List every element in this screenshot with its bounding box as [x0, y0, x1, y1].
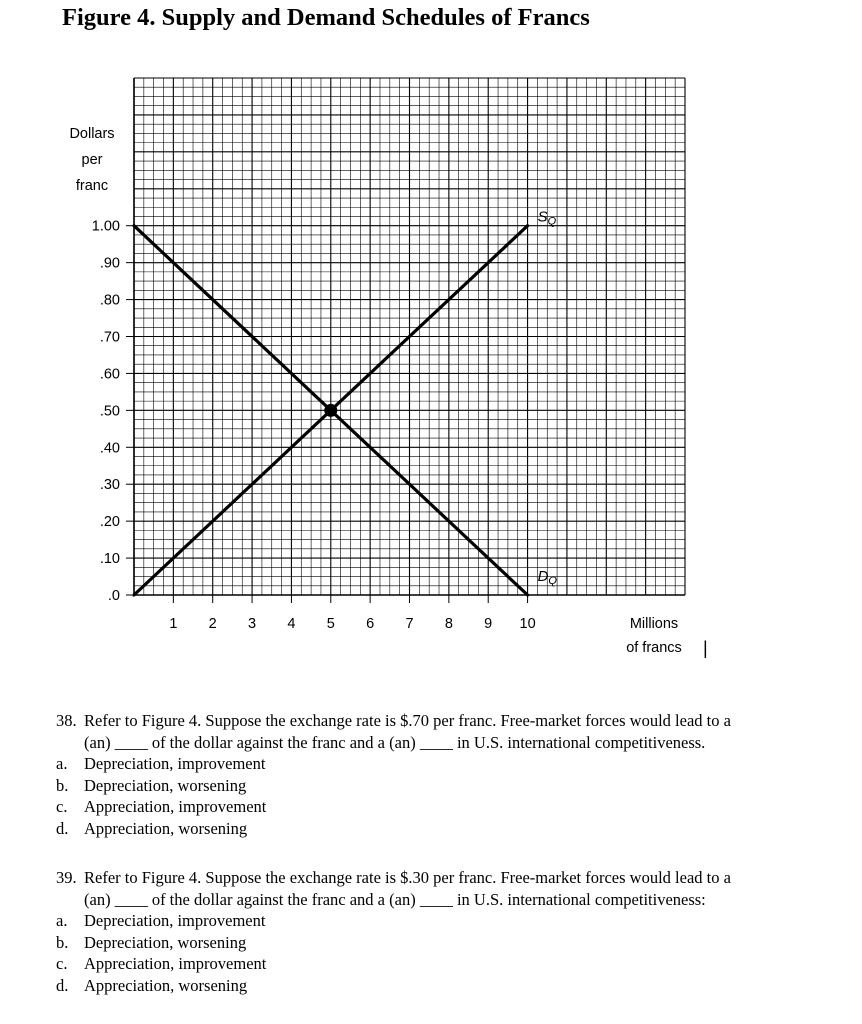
option-text: Appreciation, worsening — [84, 975, 248, 995]
option-text: Depreciation, improvement — [84, 754, 266, 773]
y-tick-label: .20 — [99, 514, 120, 531]
question-number: 39. — [56, 868, 77, 887]
y-tick-label: .90 — [99, 255, 120, 272]
y-tick-label: .80 — [99, 292, 120, 309]
option-text: Appreciation, improvement — [84, 797, 267, 816]
series-label-dq: $D_Q$ — [537, 568, 557, 587]
figure-title: Figure 4. Supply and Demand Schedules of Francs — [62, 4, 590, 31]
option-text: Depreciation, worsening — [84, 932, 247, 952]
x-tick-label: 8 — [444, 616, 453, 632]
question-text-line1: Refer to Figure 4. Suppose the exchange rate is $.70 per franc. Free-market forces would lead to a — [84, 711, 731, 730]
option-letter: b. — [56, 932, 69, 952]
option-b[interactable] — [56, 932, 856, 954]
cursor-mark: | — [703, 638, 708, 658]
option-text: Appreciation, worsening — [84, 818, 248, 838]
x-axis-label: Millions — [629, 616, 679, 632]
x-tick-label: 2 — [208, 616, 217, 632]
series-label-sq: $S_Q$ — [537, 208, 557, 228]
x-tick-label: 9 — [484, 616, 493, 632]
y-tick-label: .50 — [99, 403, 120, 420]
x-tick-label: 3 — [248, 616, 257, 632]
y-axis-label: per — [81, 152, 103, 168]
x-tick-label: 4 — [287, 616, 296, 632]
x-tick-label: 1 — [169, 616, 178, 632]
y-tick-label: .30 — [99, 477, 120, 494]
equilibrium-point — [324, 404, 337, 417]
x-tick-label: 10 — [519, 616, 536, 632]
question-text-line2: (an) ____ of the dollar against the franc and a (an) ____ in U.S. international competitiveness: — [84, 889, 706, 909]
option-letter: a. — [56, 754, 68, 773]
y-tick-label: .10 — [99, 551, 120, 568]
question-38 — [56, 710, 856, 839]
option-letter: c. — [56, 797, 68, 816]
y-axis-label: Dollars — [69, 126, 115, 142]
option-c[interactable] — [56, 953, 856, 975]
option-text: Appreciation, improvement — [84, 954, 267, 973]
y-axis-label: franc — [75, 178, 109, 194]
option-text: Depreciation, improvement — [84, 911, 266, 930]
option-d[interactable] — [56, 975, 856, 997]
option-a[interactable] — [56, 910, 856, 932]
y-tick-label: .70 — [99, 329, 120, 346]
option-letter: a. — [56, 911, 68, 930]
question-number: 38. — [56, 711, 77, 730]
y-tick-label: 1.00 — [91, 218, 120, 235]
x-tick-label: 7 — [405, 616, 414, 632]
x-tick-label: 5 — [326, 616, 335, 632]
option-c[interactable] — [56, 796, 856, 818]
y-tick-label: .0 — [107, 588, 120, 604]
option-letter: d. — [56, 975, 69, 995]
question-39 — [56, 867, 856, 996]
x-tick-label: 6 — [366, 616, 375, 632]
x-axis-label: of francs — [626, 640, 682, 656]
option-text: Depreciation, worsening — [84, 775, 247, 795]
option-b[interactable] — [56, 775, 856, 797]
option-letter: c. — [56, 954, 68, 973]
option-a[interactable] — [56, 753, 856, 775]
question-text-line2: (an) ____ of the dollar against the franc and a (an) ____ in U.S. international competitiveness. — [84, 732, 706, 752]
option-letter: b. — [56, 775, 69, 795]
option-d[interactable] — [56, 818, 856, 840]
option-letter: d. — [56, 818, 69, 838]
y-tick-label: .60 — [99, 366, 120, 383]
y-tick-label: .40 — [99, 440, 120, 457]
question-text-line1: Refer to Figure 4. Suppose the exchange rate is $.30 per franc. Free-market forces would lead to a — [84, 868, 731, 887]
